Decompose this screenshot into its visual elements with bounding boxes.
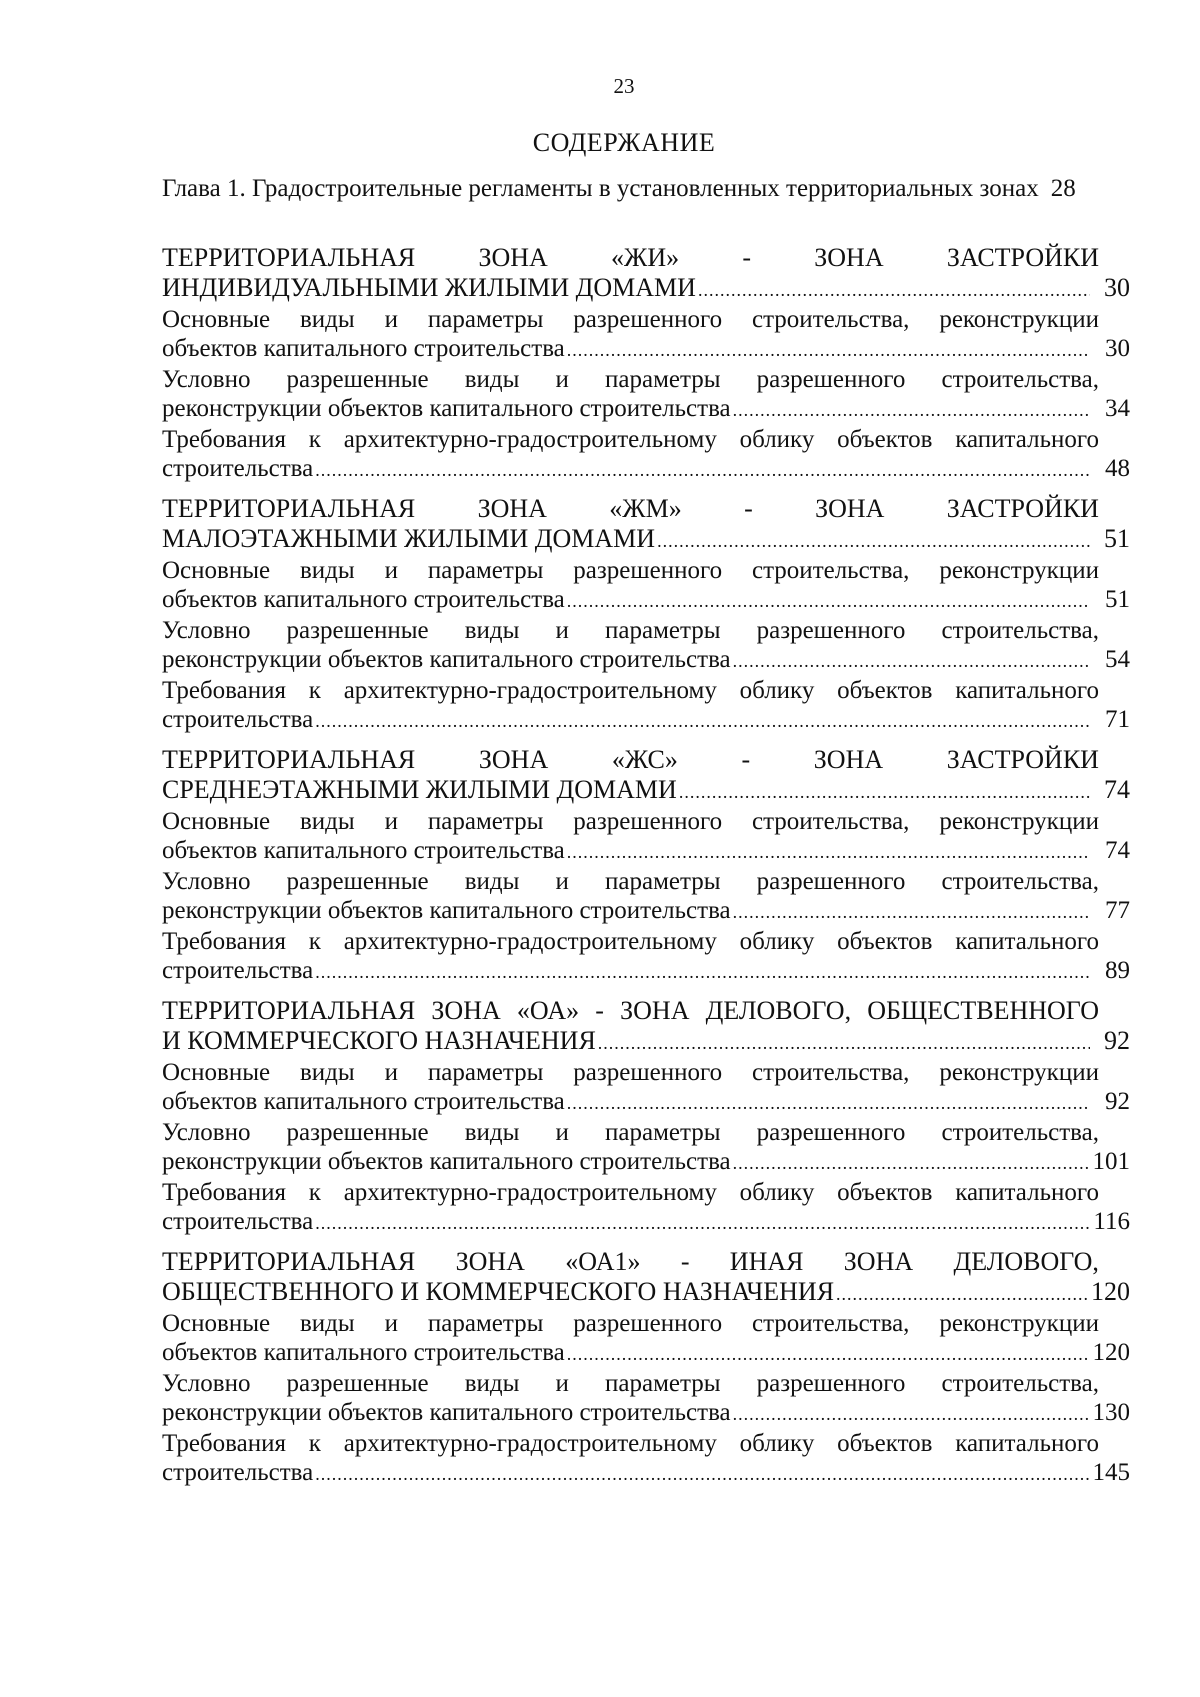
toc-zone-group (162, 1246, 1130, 1489)
zone-heading-word: «ОА» (516, 996, 580, 1025)
page-ref: 130 (1092, 1399, 1130, 1426)
entry-tail: строительства (162, 706, 314, 733)
zone-heading-word: «ОА1» (565, 1247, 641, 1276)
entry-word: Условно (162, 617, 251, 644)
entry-word: капитального (955, 677, 1099, 704)
entry-line (162, 1309, 1099, 1338)
page-ref: 51 (1105, 586, 1130, 613)
dot-leader (567, 1338, 1089, 1369)
toc-entry-zone[interactable] (162, 1277, 1130, 1309)
page-ref: 48 (1105, 455, 1130, 482)
entry-word: к (308, 426, 321, 453)
entry-word: параметры (605, 366, 721, 393)
toc-entry[interactable] (162, 836, 1130, 867)
zone-heading-tail: МАЛОЭТАЖНЫМИ ЖИЛЫМИ ДОМАМИ (162, 524, 656, 553)
entry-word: Основные (162, 1310, 271, 1337)
entry-tail: реконструкции объектов капитального строительства (162, 646, 731, 673)
entry-word: виды (300, 306, 355, 333)
entry-tail: реконструкции объектов капитального строительства (162, 395, 731, 422)
entry-tail: строительства (162, 1459, 314, 1486)
dot-leader (567, 334, 1090, 365)
page-ref: 34 (1105, 395, 1130, 422)
dot-leader (733, 1398, 1089, 1429)
zone-heading-line (162, 744, 1099, 775)
zone-heading-word: ЗОНА (477, 494, 547, 523)
page-ref: 120 (1091, 1277, 1130, 1306)
zone-heading-word: ОБЩЕСТВЕННОГО (867, 996, 1099, 1025)
entry-word: разрешенного (573, 306, 723, 333)
entry-line (162, 1369, 1099, 1398)
zone-heading-word: ЗОНА (813, 745, 884, 774)
entry-word: объектов (837, 1179, 933, 1206)
entry-word: параметры (605, 1370, 721, 1397)
toc-zone-group (162, 744, 1130, 987)
zone-heading-word: - (744, 494, 753, 523)
entry-word: и (384, 1310, 398, 1337)
chapter-page: 28 (1050, 175, 1076, 202)
toc-entry[interactable] (162, 1207, 1130, 1238)
entry-word: капитального (955, 1179, 1099, 1206)
dot-leader (733, 896, 1090, 927)
entry-word: архитектурно-градостроительному (343, 1179, 717, 1206)
zone-heading-word: ЗАСТРОЙКИ (946, 494, 1099, 523)
entry-word: разрешенные (286, 617, 429, 644)
entry-word: объектов (837, 677, 933, 704)
entry-word: разрешенного (573, 1059, 723, 1086)
entry-word: и (384, 808, 398, 835)
dot-leader (698, 273, 1090, 305)
entry-word: разрешенного (756, 617, 906, 644)
entry-word: строительства, (941, 1370, 1099, 1397)
toc-zone-group (162, 493, 1130, 736)
entry-word: Основные (162, 1059, 271, 1086)
page-ref: 74 (1105, 837, 1130, 864)
entry-word: виды (300, 1310, 355, 1337)
page-ref: 30 (1104, 273, 1130, 302)
zone-heading-tail: СРЕДНЕЭТАЖНЫМИ ЖИЛЫМИ ДОМАМИ (162, 775, 677, 804)
entry-word: и (555, 617, 569, 644)
zone-heading-tail: И КОММЕРЧЕСКОГО НАЗНАЧЕНИЯ (162, 1026, 596, 1055)
entry-word: Требования (162, 928, 286, 955)
entry-word: Требования (162, 1179, 286, 1206)
entry-word: параметры (605, 1119, 721, 1146)
entry-tail: объектов капитального строительства (162, 837, 565, 864)
page-ref: 92 (1105, 1088, 1130, 1115)
zone-heading-word: «ЖИ» (611, 243, 680, 272)
entry-word: разрешенные (286, 868, 429, 895)
entry-word: капитального (955, 426, 1099, 453)
page-ref: 74 (1104, 775, 1130, 804)
entry-tail: строительства (162, 957, 314, 984)
entry-word: облику (739, 677, 815, 704)
entry-word: Основные (162, 557, 271, 584)
toc-entry[interactable] (162, 1147, 1130, 1178)
entry-tail: объектов капитального строительства (162, 1088, 565, 1115)
entry-word: разрешенные (286, 1119, 429, 1146)
toc-entry[interactable] (162, 454, 1130, 485)
zone-heading-word: ЗОНА (478, 243, 548, 272)
zone-heading-word: ЗОНА (843, 1247, 914, 1276)
zone-heading-line (162, 995, 1099, 1026)
entry-word: строительства, (751, 1059, 910, 1086)
toc-entry-zone[interactable] (162, 273, 1130, 305)
entry-word: Условно (162, 868, 251, 895)
entry-word: Основные (162, 306, 271, 333)
zone-heading-line (162, 493, 1099, 524)
zone-heading-word: ДЕЛОВОГО, (705, 996, 852, 1025)
entry-line (162, 305, 1099, 334)
entry-word: параметры (605, 868, 721, 895)
entry-word: разрешенного (756, 1370, 906, 1397)
entry-word: к (308, 928, 321, 955)
entry-word: архитектурно-градостроительному (343, 426, 717, 453)
entry-line (162, 1178, 1099, 1207)
entry-word: виды (464, 868, 520, 895)
entry-word: и (555, 366, 569, 393)
entry-word: Условно (162, 1370, 251, 1397)
page-ref: 92 (1104, 1026, 1130, 1055)
entry-word: к (308, 677, 321, 704)
entry-word: разрешенного (756, 366, 906, 393)
dot-leader (733, 645, 1090, 676)
toc-entry[interactable] (162, 1087, 1130, 1118)
entry-word: объектов (837, 1430, 933, 1457)
toc-entry[interactable] (162, 1338, 1130, 1369)
entry-tail: объектов капитального строительства (162, 1339, 565, 1366)
entry-word: архитектурно-градостроительному (343, 1430, 717, 1457)
dot-leader (598, 1026, 1090, 1058)
entry-word: виды (464, 1370, 520, 1397)
entry-line (162, 616, 1099, 645)
table-of-contents (162, 242, 1130, 1497)
toc-entry[interactable] (162, 896, 1130, 927)
entry-word: параметры (427, 1310, 544, 1337)
entry-word: параметры (427, 306, 544, 333)
zone-heading-word: ИНАЯ (729, 1247, 804, 1276)
entry-word: объектов (837, 928, 933, 955)
chapter-text: Глава 1. Градостроительные регламенты в установленных территориальных зонах (162, 175, 1039, 202)
zone-heading-tail: ИНДИВИДУАЛЬНЫМИ ЖИЛЫМИ ДОМАМИ (162, 273, 696, 302)
zone-heading-word: ЗОНА (814, 243, 884, 272)
entry-word: строительства, (941, 366, 1099, 393)
page-ref: 145 (1092, 1459, 1130, 1486)
entry-word: виды (464, 366, 520, 393)
entry-tail: реконструкции объектов капитального строительства (162, 1148, 731, 1175)
toc-entry[interactable] (162, 1398, 1130, 1429)
entry-line (162, 676, 1099, 705)
entry-line (162, 556, 1099, 585)
entry-word: облику (739, 1430, 815, 1457)
entry-line (162, 1118, 1099, 1147)
zone-heading-word: ТЕРРИТОРИАЛЬНАЯ (162, 243, 416, 272)
entry-word: и (555, 868, 569, 895)
toc-entry-zone[interactable] (162, 524, 1130, 556)
entry-word: строительства, (751, 1310, 910, 1337)
dot-leader (733, 1147, 1089, 1178)
zone-heading-word: ТЕРРИТОРИАЛЬНАЯ (162, 745, 416, 774)
entry-line (162, 425, 1099, 454)
entry-word: Условно (162, 366, 251, 393)
entry-line (162, 807, 1099, 836)
entry-word: виды (300, 1059, 355, 1086)
zone-heading-tail: ОБЩЕСТВЕННОГО И КОММЕРЧЕСКОГО НАЗНАЧЕНИЯ (162, 1277, 835, 1306)
entry-word: разрешенного (573, 808, 723, 835)
entry-word: и (384, 557, 398, 584)
zone-heading-line (162, 1246, 1099, 1277)
entry-tail: строительства (162, 1208, 314, 1235)
page-ref: 120 (1092, 1339, 1130, 1366)
toc-entry-zone[interactable] (162, 775, 1130, 807)
entry-word: реконструкции (939, 1059, 1099, 1086)
entry-word: строительства, (751, 306, 910, 333)
entry-word: и (384, 306, 398, 333)
entry-word: облику (739, 928, 815, 955)
zone-heading-word: ЗОНА (431, 996, 501, 1025)
entry-line (162, 1429, 1099, 1458)
entry-tail: объектов капитального строительства (162, 586, 565, 613)
toc-entry[interactable] (162, 394, 1130, 425)
entry-word: Условно (162, 1119, 251, 1146)
entry-word: параметры (427, 808, 544, 835)
page-ref: 89 (1105, 957, 1130, 984)
toc-entry[interactable] (162, 645, 1130, 676)
entry-line (162, 365, 1099, 394)
entry-word: архитектурно-градостроительному (343, 928, 717, 955)
dot-leader (315, 705, 1090, 736)
zone-heading-word: ТЕРРИТОРИАЛЬНАЯ (162, 494, 416, 523)
zone-heading-line (162, 242, 1099, 273)
entry-word: разрешенного (573, 1310, 723, 1337)
entry-word: капитального (955, 1430, 1099, 1457)
entry-word: реконструкции (939, 808, 1099, 835)
entry-word: и (555, 1370, 569, 1397)
zone-heading-word: ЗОНА (815, 494, 885, 523)
entry-word: облику (739, 426, 815, 453)
entry-line (162, 927, 1099, 956)
toc-entry[interactable] (162, 705, 1130, 736)
entry-word: Требования (162, 426, 286, 453)
toc-title: СОДЕРЖАНИЕ (532, 128, 716, 157)
entry-word: разрешенные (286, 1370, 429, 1397)
entry-word: Требования (162, 1430, 286, 1457)
page-ref: 77 (1105, 897, 1130, 924)
zone-heading-word: ДЕЛОВОГО, (953, 1247, 1099, 1276)
dot-leader (315, 1458, 1088, 1489)
entry-word: капитального (955, 928, 1099, 955)
entry-word: параметры (427, 1059, 544, 1086)
entry-word: разрешенного (573, 557, 723, 584)
toc-entry[interactable] (162, 956, 1130, 987)
entry-word: Требования (162, 677, 286, 704)
entry-word: разрешенного (756, 1119, 906, 1146)
dot-leader (567, 836, 1090, 867)
entry-tail: объектов капитального строительства (162, 335, 565, 362)
entry-word: разрешенного (756, 868, 906, 895)
zone-heading-word: - (595, 996, 604, 1025)
entry-word: архитектурно-градостроительному (343, 677, 717, 704)
zone-heading-word: ЗОНА (478, 745, 549, 774)
entry-word: к (308, 1430, 321, 1457)
entry-word: строительства, (751, 557, 910, 584)
entry-word: параметры (605, 617, 721, 644)
zone-heading-word: - (680, 1247, 690, 1276)
dot-leader (567, 1087, 1090, 1118)
zone-heading-word: - (742, 243, 752, 272)
toc-entry[interactable] (162, 334, 1130, 365)
page-ref: 51 (1104, 524, 1130, 553)
entry-line (162, 867, 1099, 896)
toc-zone-group (162, 242, 1130, 485)
entry-word: разрешенные (286, 366, 429, 393)
dot-leader (567, 585, 1090, 616)
dot-leader (836, 1277, 1087, 1309)
page-ref: 101 (1092, 1148, 1130, 1175)
entry-word: виды (300, 808, 355, 835)
dot-leader (315, 956, 1090, 987)
zone-heading-word: ТЕРРИТОРИАЛЬНАЯ (162, 1247, 416, 1276)
entry-word: виды (300, 557, 355, 584)
zone-heading-word: ЗАСТРОЙКИ (946, 243, 1099, 272)
entry-word: строительства, (941, 1119, 1099, 1146)
entry-word: реконструкции (939, 306, 1099, 333)
entry-word: виды (464, 617, 520, 644)
entry-line (162, 1058, 1099, 1087)
zone-heading-word: ТЕРРИТОРИАЛЬНАЯ (162, 996, 416, 1025)
dot-leader (315, 1207, 1089, 1238)
entry-word: и (555, 1119, 569, 1146)
page-ref: 71 (1105, 706, 1130, 733)
entry-tail: строительства (162, 455, 314, 482)
dot-leader (315, 454, 1090, 485)
page-ref: 54 (1105, 646, 1130, 673)
entry-word: реконструкции (939, 557, 1099, 584)
entry-word: реконструкции (939, 1310, 1099, 1337)
entry-word: объектов (837, 426, 933, 453)
dot-leader (733, 394, 1090, 425)
entry-tail: реконструкции объектов капитального строительства (162, 897, 731, 924)
entry-word: строительства, (941, 617, 1099, 644)
entry-word: и (384, 1059, 398, 1086)
chapter-heading (162, 173, 1099, 205)
zone-heading-word: «ЖС» (611, 745, 678, 774)
zone-heading-word: ЗОНА (455, 1247, 525, 1276)
toc-entry[interactable] (162, 585, 1130, 616)
entry-word: виды (464, 1119, 520, 1146)
page-number: 23 (613, 74, 635, 98)
dot-leader (657, 524, 1090, 556)
entry-word: Основные (162, 808, 271, 835)
toc-zone-group (162, 995, 1130, 1238)
zone-heading-word: ЗОНА (620, 996, 690, 1025)
dot-leader (679, 775, 1090, 807)
toc-entry[interactable] (162, 1458, 1130, 1489)
entry-word: строительства, (751, 808, 910, 835)
entry-word: параметры (427, 557, 544, 584)
page-ref: 116 (1093, 1208, 1130, 1235)
entry-word: облику (739, 1179, 815, 1206)
zone-heading-word: «ЖМ» (609, 494, 682, 523)
zone-heading-word: - (741, 745, 751, 774)
toc-entry-zone[interactable] (162, 1026, 1130, 1058)
page-ref: 30 (1105, 335, 1130, 362)
entry-tail: реконструкции объектов капитального строительства (162, 1399, 731, 1426)
entry-word: строительства, (941, 868, 1099, 895)
entry-word: к (308, 1179, 321, 1206)
zone-heading-word: ЗАСТРОЙКИ (946, 745, 1099, 774)
